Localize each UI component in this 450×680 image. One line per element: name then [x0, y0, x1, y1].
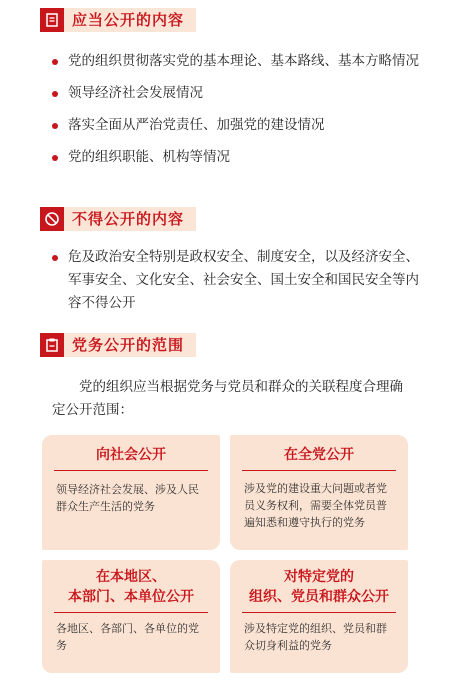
card-divider [242, 612, 396, 613]
card-divider [242, 470, 396, 471]
card-title: 向社会公开 [96, 447, 166, 463]
card-divider [54, 612, 208, 613]
card-title-line1: 在本地区、 [96, 569, 166, 585]
list-item: 党的组织贯彻落实党的基本理论、基本路线、基本方略情况 [52, 50, 422, 73]
section-header-should-disclose [40, 8, 196, 32]
section-title: 党务公开的范围 [64, 333, 196, 357]
prohibited-icon [40, 207, 64, 231]
section-title: 应当公开的内容 [64, 8, 196, 32]
section-header-not-disclose [40, 207, 196, 231]
list-item: 党的组织职能、机构等情况 [52, 146, 422, 169]
not-disclose-list [52, 246, 422, 315]
card-public [42, 435, 220, 550]
card-divider [54, 470, 208, 471]
card-text: 涉及党的建设重大问题或者党员义务权利，需要全体党员普遍知悉和遵守执行的党务 [244, 482, 387, 529]
section-header-scope [40, 333, 196, 357]
card-text: 涉及特定党的组织、党员和群众切身利益的党务 [244, 622, 387, 652]
should-disclose-list [52, 50, 422, 169]
scope-intro: 党的组织应当根据党务与党员和群众的关联程度合理确定公开范围： [52, 379, 403, 418]
card-text: 领导经济社会发展、涉及人民群众生产生活的党务 [56, 483, 199, 513]
document-icon [40, 8, 64, 32]
list-item: 领导经济社会发展情况 [52, 82, 422, 105]
card-whole-party [230, 435, 408, 550]
card-local [42, 560, 220, 673]
card-title-line2: 组织、党员和群众公开 [249, 589, 389, 605]
card-text: 各地区、各部门、各单位的党务 [56, 622, 199, 652]
clipboard-icon [40, 333, 64, 357]
card-title: 在全党公开 [284, 447, 354, 463]
card-specific [230, 560, 408, 673]
card-title-line2: 本部门、本单位公开 [68, 589, 194, 605]
section-title: 不得公开的内容 [64, 207, 196, 231]
list-item: 落实全面从严治党责任、加强党的建设情况 [52, 114, 422, 137]
list-item: 危及政治安全特别是政权安全、制度安全，以及经济安全、军事安全、文化安全、社会安全、国土安全和国民安全等内容不得公开 [52, 246, 422, 315]
card-title-line1: 对特定党的 [284, 569, 354, 585]
